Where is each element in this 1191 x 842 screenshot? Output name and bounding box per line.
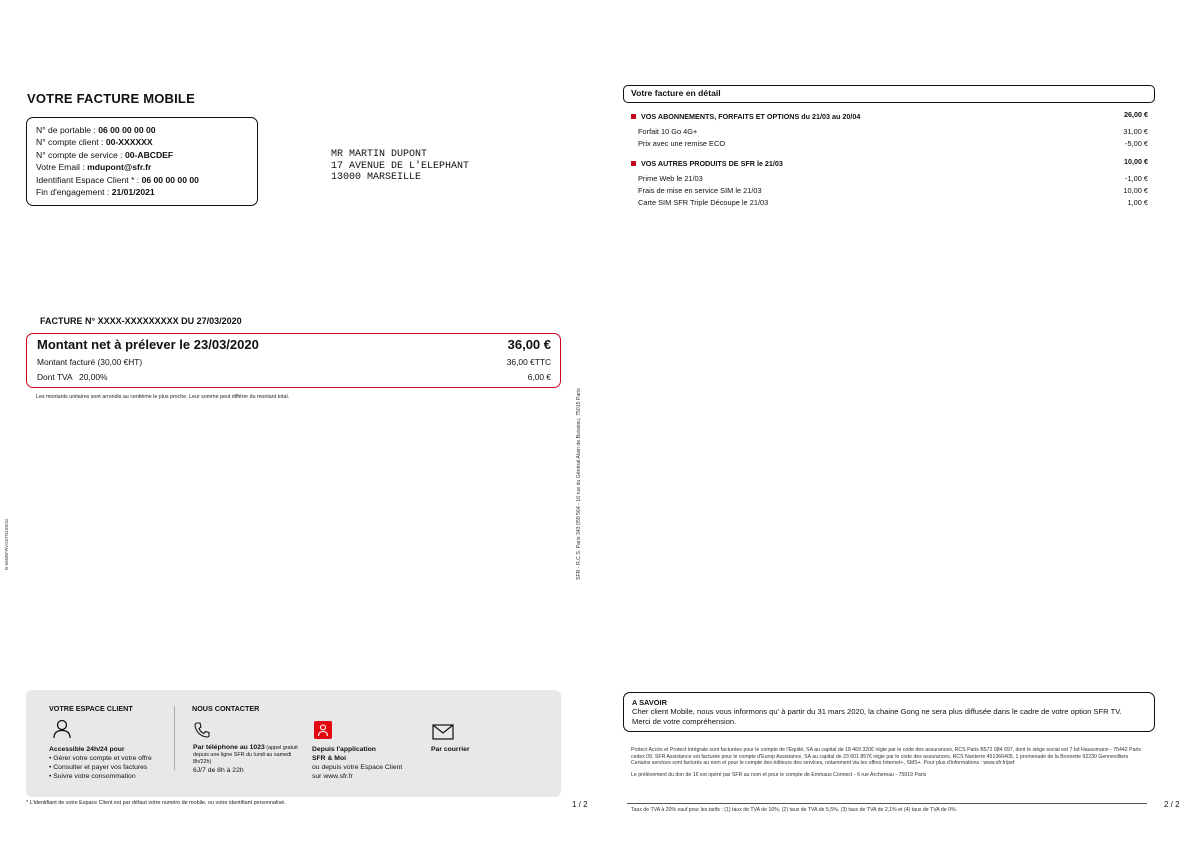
info-label: N° compte de service : — [36, 149, 123, 160]
line-item-value: -5,00 € — [1124, 139, 1148, 148]
section-title-text: VOS ABONNEMENTS, FORFAITS ET OPTIONS du 21/03 au 20/04 — [641, 112, 861, 121]
tva-label: Dont TVA 20,00% — [37, 372, 108, 382]
info-value: 21/01/2021 — [111, 187, 155, 198]
espace-client-bullets — [49, 754, 152, 781]
app-contact — [312, 745, 422, 781]
info-label: N° compte client : — [36, 137, 104, 148]
info-value: 06 00 00 00 00 — [141, 174, 199, 185]
line-item-label: Carte SIM SFR Triple Découpe le 21/03 — [638, 198, 769, 207]
phone-contact — [193, 744, 303, 775]
line-item-label: Frais de mise en service SIM le 21/03 — [638, 186, 762, 195]
app-title-1: Depuis l'application — [312, 746, 376, 753]
phone-title: Par téléphone au 1023 — [193, 744, 265, 751]
info-row-mobile — [36, 124, 248, 136]
espace-client-subtitle: Accessible 24h/24 pour — [49, 746, 125, 753]
info-label: Identifiant Espace Client * : — [36, 174, 140, 185]
notice-title: A SAVOIR — [632, 698, 667, 707]
bullet-item: • Consulter et payer vos factures — [49, 764, 148, 771]
section-total: 26,00 € — [1124, 110, 1148, 119]
info-label: N° de portable : — [36, 125, 96, 135]
document-title: VOTRE FACTURE MOBILE — [27, 91, 195, 106]
page-number: 1 / 2 — [572, 800, 588, 809]
legal-donation: Le prélèvement du don de 1€ est opéré par SFR au nom et pour le compte de Emmaus Connect - 6 rue Archereau - 75019 Paris — [631, 771, 927, 778]
info-row-email — [36, 161, 248, 173]
detail-header: Votre facture en détail — [623, 85, 1155, 103]
legal-mentions — [631, 747, 1151, 783]
billed-value: 36,00 €TTC — [506, 357, 551, 367]
invoice-reference: FACTURE N° XXXX-XXXXXXXXX DU 27/03/2020 — [40, 316, 242, 326]
section-title — [631, 112, 860, 121]
info-row-commitment — [36, 186, 248, 198]
line-item-label: Forfait 10 Go 4G+ — [638, 127, 698, 136]
info-row-identifier — [36, 174, 248, 186]
legal-services: Certains services sont facturés au nom et pour le compte des éditeurs des services, notamment via les offres Internet+, SMS+. Pour plus d'informations : www.sfr.fr/pef — [631, 760, 1015, 767]
side-code: B-58M5FRVG5TN189/32 — [4, 518, 9, 570]
client-services-panel — [26, 690, 561, 797]
address-line: 17 AVENUE DE L'ELEPHANT — [331, 160, 470, 172]
amount-title: Montant net à prélever le 23/03/2020 — [37, 337, 259, 352]
mail-icon — [432, 724, 454, 740]
tva-value: 6,00 € — [527, 372, 551, 382]
line-item-value: -1,00 € — [1124, 174, 1148, 183]
red-square-bullet-icon — [631, 114, 636, 119]
line-item-label: Prix avec une remise ECO — [638, 139, 726, 148]
line-item-value: 31,00 € — [1123, 127, 1148, 136]
info-value: 06 00 00 00 00 — [98, 125, 156, 135]
phone-icon — [193, 721, 211, 739]
rounding-note: Les montants unitaires sont arrondis au centième le plus proche. Leur somme peut différer du montant total. — [36, 394, 290, 400]
mail-title: Par courrier — [431, 746, 470, 753]
address-line: MR MARTIN DUPONT — [331, 149, 428, 160]
amount-total: 36,00 € — [507, 337, 551, 352]
espace-client-title: VOTRE ESPACE CLIENT — [49, 704, 133, 713]
identifier-footnote: * L'identifiant de votre Espace Client est par défaut votre numéro de mobile, ou votre identifiant personnalisé. — [26, 800, 286, 806]
bullet-item: • Gérer votre compte et votre offre — [49, 755, 152, 762]
info-value: 00-XXXXXX — [105, 137, 153, 148]
info-row-client — [36, 136, 248, 148]
info-label: Votre Email : — [36, 162, 85, 173]
address-line: 13000 MARSEILLE — [331, 172, 422, 183]
phone-hours: 6J/7 de 8h à 22h — [193, 767, 244, 774]
info-label: Fin d'engagement : — [36, 187, 110, 198]
notice-box — [623, 692, 1155, 732]
line-item-value: 1,00 € — [1127, 198, 1148, 207]
tva-rates-note: Taux de TVA à 20% sauf pour les tarifs : (1) taux de TVA de 10%, (2) taux de TVA de 5,5%, (3) taux de TVA de 2,1% et (4) taux de TVA de 0%. — [631, 807, 958, 813]
app-text-2: sur www.sfr.fr — [312, 773, 353, 780]
app-user-glyph-icon — [314, 721, 332, 739]
legal-insurance: Protect Accès et Protect Intégrale sont facturées pour le compte de l'Equité, SA au capital de 18 469 320€ régie par le code des assurances, RCS Paris B572 084 697, dont le siège social est 7 bd Haussmann - 75442 Paris cedex 09. SFR Assistance est facturée pour le compte d'Europ Assistance, SA au capital de 23 601 857€ régie par le code des assurances, RCS Nanterre 451366405, 1 promenade de la Bonnette 92230 Gennevilliers — [631, 747, 1141, 760]
line-item-value: 10,00 € — [1123, 186, 1148, 195]
red-square-bullet-icon — [631, 161, 636, 166]
notice-line-1: Cher client Mobile, nous vous informons qu' à partir du 31 mars 2020, la chaine Gong ne sera plus diffusée dans le cadre de votre option SFR TV. — [632, 707, 1122, 716]
footer-divider — [627, 803, 1147, 804]
sfr-app-icon — [314, 721, 332, 739]
bullet-item: • Suivre votre consommation — [49, 773, 136, 780]
app-title-2: SFR & Moi — [312, 755, 346, 762]
user-icon — [52, 719, 72, 739]
notice-line-2: Merci de votre compréhension. — [632, 716, 737, 726]
contact-title: NOUS CONTACTER — [192, 704, 260, 713]
section-title — [631, 159, 783, 168]
panel-divider — [174, 706, 175, 770]
vertical-legal-text: SFR - R.C.S. Paris 343 059 564 - 16 rue du Général Alain de Boissieu, 75015 Paris — [576, 388, 582, 580]
info-value: 00-ABCDEF — [124, 149, 174, 160]
info-value: mdupont@sfr.fr — [87, 162, 152, 173]
account-info-box — [26, 117, 258, 206]
section-title-text: VOS AUTRES PRODUITS DE SFR le 21/03 — [641, 159, 783, 168]
app-text-1: ou depuis votre Espace Client — [312, 764, 403, 771]
recipient-address — [331, 149, 469, 184]
line-item-label: Prime Web le 21/03 — [638, 174, 703, 183]
info-row-service — [36, 149, 248, 161]
amount-summary-box — [26, 333, 561, 388]
section-total: 10,00 € — [1124, 157, 1148, 166]
billed-label: Montant facturé (30,00 €HT) — [37, 357, 143, 367]
page-number: 2 / 2 — [1164, 800, 1180, 809]
phone-note: (appel gratuit depuis une ligne SFR du lundi au samedi 8h/22h) — [193, 745, 298, 765]
